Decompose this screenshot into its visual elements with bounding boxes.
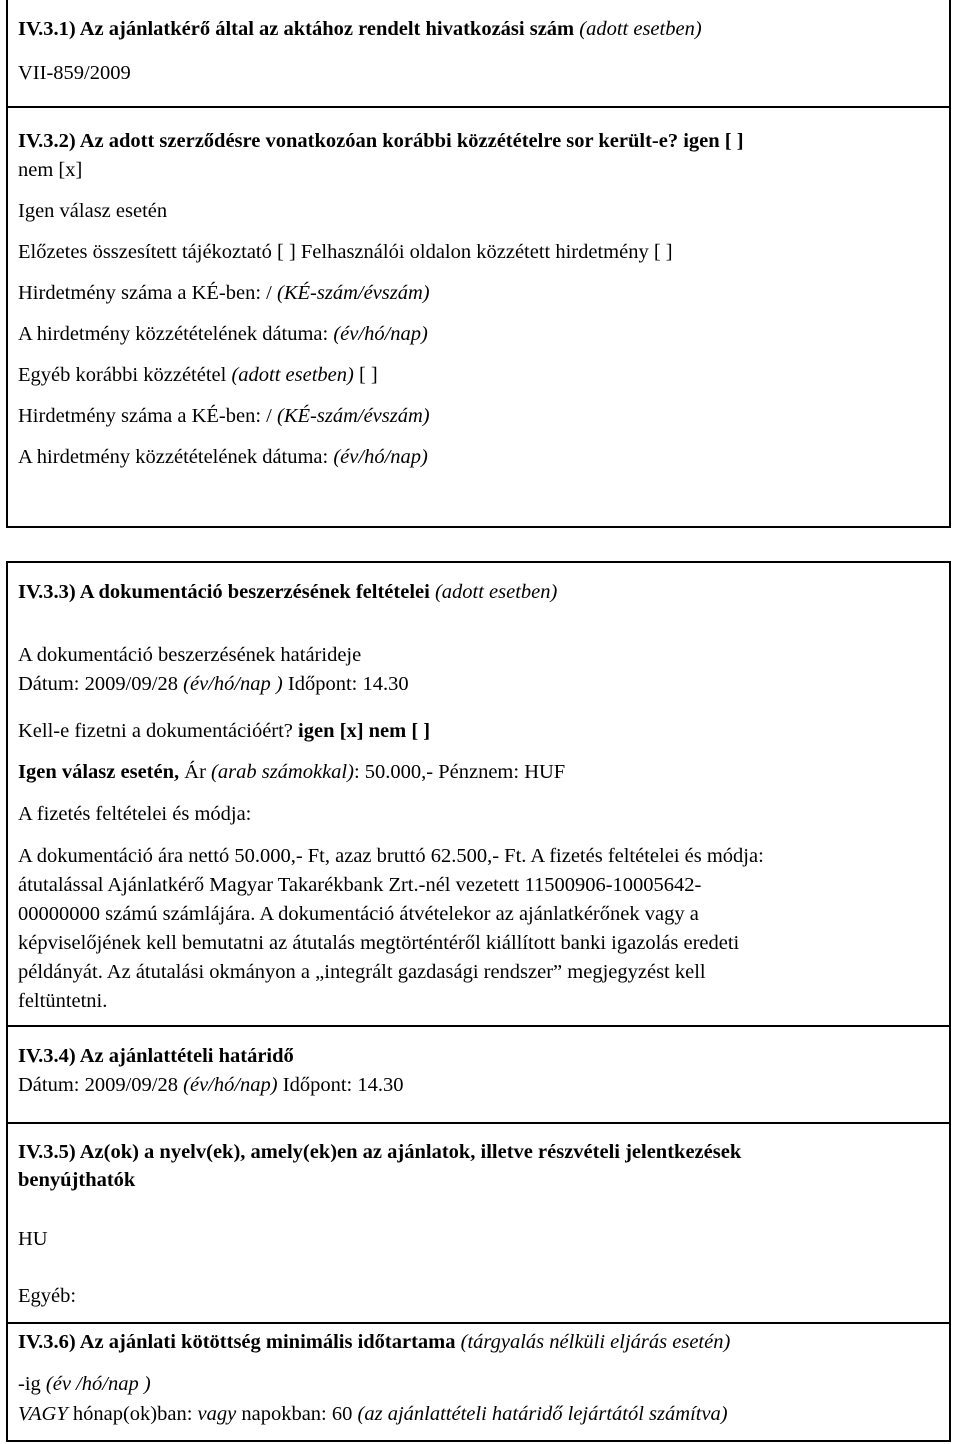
datum-line: Dátum: 2009/09/28 (év/hó/nap ) Időpont: 14.30 (18, 673, 409, 695)
para-line-5: példányát. Az átutalási okmányon a „integrált gazdasági rendszer” megjegyzést kell (18, 961, 706, 983)
hirdetmeny-szama-line: Hirdetmény száma a KÉ-ben: / (KÉ-szám/évszám) (18, 282, 430, 304)
nem-answer: nem [x] (18, 159, 83, 181)
section-title: IV.3.3) A dokumentáció beszerzésének feltételei (adott esetben) (18, 581, 558, 603)
section-iv-3-1 (6, 0, 951, 108)
section-title: IV.3.4) Az ajánlattételi határidő (18, 1045, 294, 1067)
para-line-1: A dokumentáció ára nettó 50.000,- Ft, azaz bruttó 62.500,- Ft. A fizetés feltételei és módja: (18, 845, 764, 867)
section-iv-3-2 (6, 106, 951, 528)
datum-line: Dátum: 2009/09/28 (év/hó/nap) Időpont: 14.30 (18, 1074, 404, 1096)
hatarido-label: A dokumentáció beszerzésének határideje (18, 644, 362, 666)
ar-line: Igen válasz esetén, Ár (arab számokkal): 50.000,- Pénznem: HUF (18, 761, 566, 783)
section-title: IV.3.1) Az ajánlatkérő által az aktához rendelt hivatkozási szám (adott esetben) (18, 18, 702, 40)
section-title-line-1: IV.3.5) Az(ok) a nyelv(ek), amely(ek)en az ajánlatok, illetve részvételi jelentkezések (18, 1141, 742, 1163)
section-iv-3-6 (6, 1322, 951, 1442)
para-line-6: feltüntetni. (18, 990, 108, 1012)
para-line-4: képviselőjének kell bemutatni az átutalás megtörténtéről kiállított banki igazolás eredeti (18, 932, 740, 954)
vagy-line: VAGY hónap(ok)ban: vagy napokban: 60 (az ajánlattételi határidő lejártától számítva) (18, 1403, 728, 1425)
datum-line-2: A hirdetmény közzétételének dátuma: (év/hó/nap) (18, 446, 428, 468)
section-title-line-2: benyújthatók (18, 1169, 136, 1191)
fizetni-line: Kell-e fizetni a dokumentációért? igen [x] nem [ ] (18, 720, 431, 742)
egyeb-line: Egyéb korábbi közzététel (adott esetben) [ ] (18, 364, 378, 386)
section-iv-3-5 (6, 1122, 951, 1324)
elozetes-line: Előzetes összesített tájékoztató [ ] Felhasználói oldalon közzétett hirdetmény [ ] (18, 241, 673, 263)
ig-line: -ig (év /hó/nap ) (18, 1373, 151, 1395)
para-line-3: 00000000 számú számlájára. A dokumentáció átvételekor az ajánlatkérőnek vagy a (18, 903, 699, 925)
section-iv-3-4 (6, 1025, 951, 1124)
para-line-2: átutalással Ajánlatkérő Magyar Takarékbank Zrt.-nél vezetett 11500906-10005642- (18, 874, 702, 896)
section-title: IV.3.2) Az adott szerződésre vonatkozóan korábbi közzétételre sor került-e? igen [ ] (18, 130, 744, 152)
hirdetmeny-szama-line-2: Hirdetmény száma a KÉ-ben: / (KÉ-szám/évszám) (18, 405, 430, 427)
reference-number: VII-859/2009 (18, 62, 131, 84)
feltetelei-label: A fizetés feltételei és módja: (18, 803, 252, 825)
igen-valasz-label: Igen válasz esetén (18, 200, 168, 222)
language-value: HU (18, 1228, 48, 1250)
section-title: IV.3.6) Az ajánlati kötöttség minimális időtartama (tárgyalás nélküli eljárás esetén) (18, 1331, 731, 1353)
section-iv-3-3 (6, 561, 951, 1027)
datum-line: A hirdetmény közzétételének dátuma: (év/hó/nap) (18, 323, 428, 345)
egyeb-label: Egyéb: (18, 1285, 77, 1307)
